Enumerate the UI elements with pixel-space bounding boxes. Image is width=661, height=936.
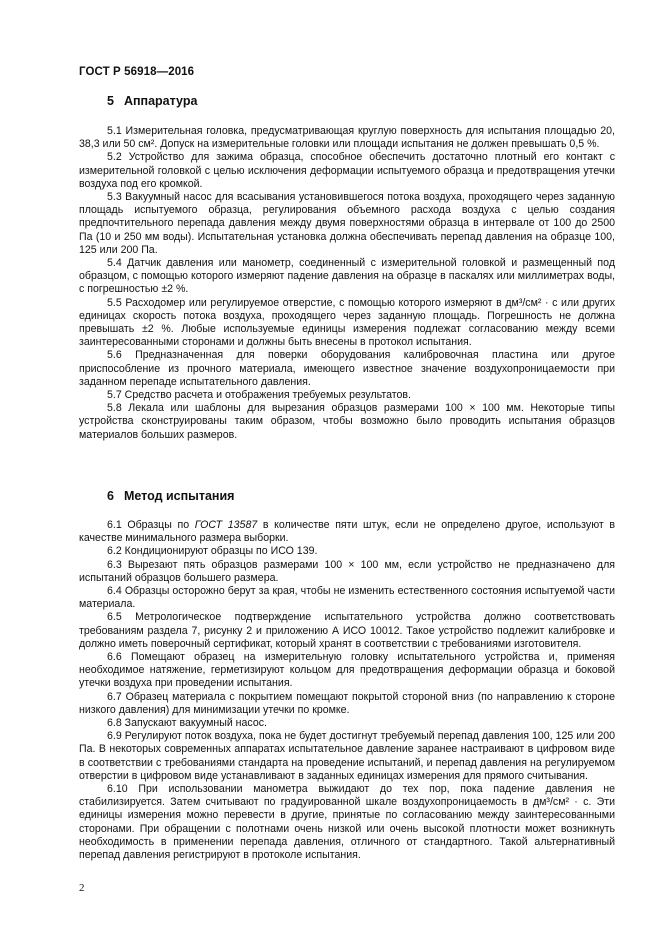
section-6-body	[79, 519, 615, 862]
paragraph-6-1-lead: 6.1 Образцы по	[107, 519, 195, 531]
paragraph-5-6: 5.6 Предназначенная для поверки оборудования калибровочная пластина или другое приспособление из прочного материала, имеющего известное значение воздухопроницаемости при заданном перепаде испытательного давления.	[79, 349, 615, 388]
page-number: 2	[79, 882, 85, 894]
section-title: Метод испытания	[123, 489, 235, 503]
paragraph-5-2: 5.2 Устройство для зажима образца, способное обеспечить достаточно плотный его контакт с измерительной головкой с целью исключения деформации испытуемого образца и предотвращения утечки воздуха под его кромкой.	[79, 151, 615, 190]
paragraph-6-10: 6.10 При использовании манометра выжидают до тех пор, пока падение давления не стабилизируется. Затем считывают по градуированной шкале воздухопроницаемость в дм³/см² · с. Эти единицы измерения можно перевести в другие, принятые по согласованию между заинтересованными сторонами. При обращении с полотнами очень низкой или очень высокой плотности может возникнуть необходимость в применении перепада давления, отличного от стандартного. Такой альтернативный перепад давления регистрируют в протоколе испытания.	[79, 783, 615, 862]
paragraph-5-7: 5.7 Средство расчета и отображения требуемых результатов.	[107, 389, 411, 402]
paragraph-6-1	[79, 519, 615, 545]
standard-reference-link: ГОСТ 13587	[194, 519, 258, 531]
section-number: 6	[107, 489, 114, 503]
section-number: 5	[107, 94, 114, 108]
paragraph-6-1-tail: в количестве пяти штук, если не определено другое, используют в качестве минимального размера выборки.	[79, 519, 615, 545]
standard-code: ГОСТ Р 56918—2016	[79, 66, 195, 78]
paragraph-6-6: 6.6 Помещают образец на измерительную головку испытательного устройства и, применяя необходимое натяжение, герметизируют кольцом для предотвращения деформации образца и боковой утечки воздуха при проведении испытания.	[79, 651, 615, 690]
section-6-heading	[107, 490, 234, 503]
paragraph-5-5: 5.5 Расходомер или регулируемое отверстие, с помощью которого измеряют в дм³/см² · с или других единицах скорость потока воздуха, проходящего через заданную площадь. Погрешность не должна превышать ±2 %. Любые используемые единицы измерения подлежат согласованию между всеми заинтересованными сторонами и должны быть внесены в протокол испытания.	[79, 296, 615, 349]
section-title: Аппаратура	[123, 94, 198, 108]
paragraph-6-2: 6.2 Кондиционируют образцы по ИСО 139.	[107, 545, 318, 558]
paragraph-5-4: 5.4 Датчик давления или манометр, соединенный с измерительной головкой и размещенный под образцом, с помощью которого измеряют падение давления на образце в паскалях или миллиметрах воды, с погрешностью ±2 %.	[79, 257, 615, 296]
paragraph-5-1: 5.1 Измерительная головка, предусматривающая круглую поверхность для испытания площадью 20, 38,3 или 50 см². Допуск на измерительные головки или площади испытания не должен превышать 0,5 %.	[79, 125, 615, 151]
paragraph-6-7: 6.7 Образец материала с покрытием помещают покрытой стороной вниз (по направлению к стороне низкого давления) для минимизации утечки по кромке.	[79, 690, 615, 716]
paragraph-5-8: 5.8 Лекала или шаблоны для вырезания образцов размерами 100 × 100 мм. Некоторые типы устройства сконструированы таким образом, чтобы возможно было проводить испытания образцов материалов больших размеров.	[79, 402, 615, 441]
paragraph-6-9: 6.9 Регулируют поток воздуха, пока не будет достигнут требуемый перепад давления 100, 125 или 200 Па. В некоторых современных аппаратах испытательное давление заранее настраивают в цифровом виде в соответствии с требованиями стандарта на проведение испытаний, и перепад давления на регулируемом отверстии в цифровом виде устанавливают в заданных единицах измерения для прямого считывания.	[79, 730, 615, 782]
paragraph-5-3: 5.3 Вакуумный насос для всасывания установившегося потока воздуха, проходящего через заданную площадь испытуемого образца, регулирования объемного расхода воздуха с целью создания предпочтительного перепада давления между двумя поверхностями образца в интервале от 100 до 2500 Па (10 и 250 мм воды). Испытательная установка должна обеспечивать перепад давления на образце 100, 125 или 200 Па.	[79, 191, 615, 256]
paragraph-6-4: 6.4 Образцы осторожно берут за края, чтобы не изменить естественного состояния испытуемой части материала.	[79, 585, 615, 611]
section-5-heading	[107, 95, 197, 108]
paragraph-6-3: 6.3 Вырезают пять образцов размерами 100 × 100 мм, если устройство не предназначено для испытаний образцов большего размера.	[79, 558, 615, 584]
section-5-body	[79, 125, 615, 442]
paragraph-6-5: 6.5 Метрологическое подтверждение испытательного устройства должно соответствовать требованиям раздела 7, рисунку 2 и приложению А ИСО 10012. Такое устройство подлежит калибровке и должно иметь поверочный сертификат, который хранят в соответствии с требованиями изготовителя.	[79, 611, 615, 650]
paragraph-6-8: 6.8 Запускают вакуумный насос.	[107, 717, 267, 730]
